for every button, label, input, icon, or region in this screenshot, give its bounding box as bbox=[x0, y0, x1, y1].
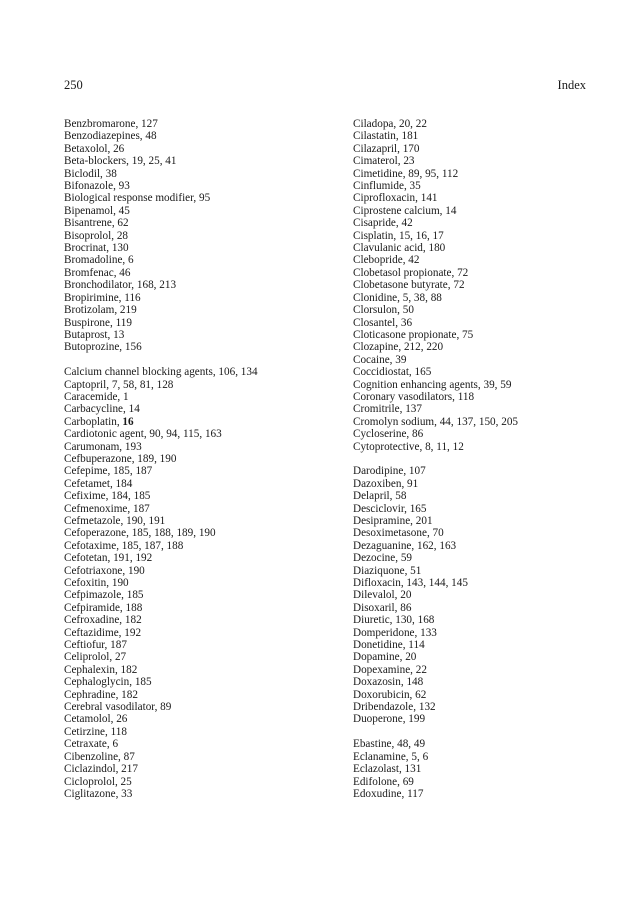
index-entry-text: Darodipine, 107 bbox=[353, 465, 426, 478]
index-entry-text: Cisapride, 42 bbox=[353, 217, 413, 230]
index-entry bbox=[64, 304, 334, 316]
index-entry-text: Biological response modifier, 95 bbox=[64, 192, 211, 205]
index-entry bbox=[64, 441, 334, 453]
index-entry-text: Dezaguanine, 162, 163 bbox=[353, 539, 457, 552]
index-entry bbox=[64, 180, 334, 192]
index-entry bbox=[353, 428, 618, 440]
index-entry bbox=[64, 676, 334, 688]
index-entry-text: Duoperone, 199 bbox=[353, 713, 426, 726]
index-entry-text: Cloticasone propionate, 75 bbox=[353, 328, 474, 341]
index-entry bbox=[353, 292, 618, 304]
index-entry-text: Cetamolol, 26 bbox=[64, 713, 128, 726]
index-entry-text: Edifolone, 69 bbox=[353, 775, 414, 788]
index-entry bbox=[353, 788, 618, 800]
index-entry-text: Benzbromarone, 127 bbox=[64, 118, 158, 130]
index-entry-text: Cytoprotective, 8, 11, 12 bbox=[353, 440, 464, 453]
index-entry bbox=[64, 738, 334, 750]
index-entry-text: Domperidone, 133 bbox=[353, 626, 437, 639]
index-entry bbox=[64, 713, 334, 725]
index-entry bbox=[353, 490, 618, 502]
index-entry-text: Cefixime, 184, 185 bbox=[64, 490, 151, 503]
index-entry-text: Clavulanic acid, 180 bbox=[353, 242, 446, 255]
index-entry bbox=[64, 552, 334, 564]
index-entry bbox=[353, 751, 618, 763]
index-entry-text: Cefotriaxone, 190 bbox=[64, 564, 145, 577]
index-entry bbox=[353, 143, 618, 155]
index-entry bbox=[64, 292, 334, 304]
index-entry-text: Carbacycline, 14 bbox=[64, 403, 140, 416]
index-entry-text: Cilazapril, 170 bbox=[353, 142, 420, 155]
index-entry bbox=[353, 738, 618, 750]
index-entry bbox=[353, 540, 618, 552]
index-entry-text: Cognition enhancing agents, 39, 59 bbox=[353, 378, 512, 391]
index-entry-text: Desoximetasone, 70 bbox=[353, 527, 444, 540]
index-entry bbox=[353, 689, 618, 701]
index-entry-text: Diuretic, 130, 168 bbox=[353, 614, 435, 627]
index-entry-text: Bisoprolol, 28 bbox=[64, 229, 129, 242]
index-entry-text: Caracemide, 1 bbox=[64, 390, 129, 403]
index-entry bbox=[64, 403, 334, 415]
index-entry bbox=[64, 143, 334, 155]
index-entry-text: Cetraxate, 6 bbox=[64, 738, 119, 751]
index-entry bbox=[353, 416, 618, 428]
index-entry-text: Diaziquone, 51 bbox=[353, 564, 422, 577]
index-entry-text: Ciprofloxacin, 141 bbox=[353, 192, 438, 205]
index-entry bbox=[64, 267, 334, 279]
index-entry bbox=[64, 490, 334, 502]
index-entry-text: Ebastine, 48, 49 bbox=[353, 738, 426, 751]
index-entry bbox=[64, 651, 334, 663]
index-entry bbox=[353, 118, 618, 130]
index-entry-text: Dazoxiben, 91 bbox=[353, 477, 419, 490]
index-entry-text: Closantel, 36 bbox=[353, 316, 413, 329]
index-entry-text: Dopamine, 20 bbox=[353, 651, 417, 664]
index-entry-text: Ceftazidime, 192 bbox=[64, 626, 142, 639]
index-entry-text: Celiprolol, 27 bbox=[64, 651, 127, 664]
index-entry-text: Cinflumide, 35 bbox=[353, 180, 421, 193]
index-entry bbox=[353, 230, 618, 242]
index-entry-text: Cilastatin, 181 bbox=[353, 130, 419, 143]
index-entry-text: Delapril, 58 bbox=[353, 490, 407, 503]
index-entry-text: Cefoperazone, 185, 188, 189, 190 bbox=[64, 527, 216, 540]
index-entry-text: Buspirone, 119 bbox=[64, 316, 132, 329]
section-gap bbox=[64, 354, 334, 366]
index-entry-text: Calcium channel blocking agents, 106, 134 bbox=[64, 366, 258, 379]
index-entry bbox=[64, 664, 334, 676]
index-entry-text: Cefmetazole, 190, 191 bbox=[64, 514, 166, 527]
index-entry bbox=[64, 118, 334, 130]
index-entry bbox=[353, 763, 618, 775]
index-entry-text: Cefotetan, 191, 192 bbox=[64, 552, 153, 565]
index-entry bbox=[353, 130, 618, 142]
index-entry bbox=[64, 689, 334, 701]
index-entry bbox=[353, 205, 618, 217]
index-entry bbox=[353, 279, 618, 291]
index-entry-text: Donetidine, 114 bbox=[353, 639, 425, 652]
index-entry bbox=[353, 527, 618, 539]
index-entry bbox=[353, 403, 618, 415]
index-entry bbox=[353, 317, 618, 329]
index-entry bbox=[64, 155, 334, 167]
index-entry bbox=[64, 130, 334, 142]
index-entry bbox=[64, 589, 334, 601]
index-entry-text: Dezocine, 59 bbox=[353, 552, 413, 565]
index-entry bbox=[353, 366, 618, 378]
index-column-left bbox=[64, 118, 334, 800]
index-entry bbox=[353, 192, 618, 204]
index-entry bbox=[353, 217, 618, 229]
index-entry-text: Beta-blockers, 19, 25, 41 bbox=[64, 155, 177, 168]
index-entry-text: Cefoxitin, 190 bbox=[64, 577, 129, 590]
index-entry bbox=[353, 552, 618, 564]
index-entry-text: Desciclovir, 165 bbox=[353, 502, 427, 515]
index-entry-text: Ciladopa, 20, 22 bbox=[353, 118, 427, 130]
index-entry bbox=[353, 614, 618, 626]
index-entry bbox=[353, 713, 618, 725]
index-entry-text: Cocaine, 39 bbox=[353, 353, 407, 366]
index-entry-text: Ciprostene calcium, 14 bbox=[353, 204, 457, 217]
index-entry-text: Cefotaxime, 185, 187, 188 bbox=[64, 539, 184, 552]
index-entry-text: Cephalexin, 182 bbox=[64, 663, 138, 676]
index-entry-text: Brotizolam, 219 bbox=[64, 304, 137, 317]
index-entry bbox=[64, 726, 334, 738]
index-entry bbox=[353, 701, 618, 713]
index-entry bbox=[353, 565, 618, 577]
index-entry-text: Cimaterol, 23 bbox=[353, 155, 415, 168]
index-entry-text: Clorsulon, 50 bbox=[353, 304, 414, 317]
index-entry bbox=[64, 242, 334, 254]
index-entry bbox=[64, 763, 334, 775]
index-entry-text: Desipramine, 201 bbox=[353, 514, 433, 527]
index-entry bbox=[353, 602, 618, 614]
index-entry-text: Coronary vasodilators, 118 bbox=[353, 390, 475, 403]
index-entry bbox=[64, 465, 334, 477]
index-entry-text: Cefmenoxime, 187 bbox=[64, 502, 150, 515]
index-entry bbox=[64, 776, 334, 788]
index-entry-text: Cefpiramide, 188 bbox=[64, 601, 143, 614]
index-entry bbox=[353, 168, 618, 180]
index-entry bbox=[64, 192, 334, 204]
index-entry bbox=[64, 503, 334, 515]
index-entry bbox=[353, 651, 618, 663]
index-entry bbox=[64, 366, 334, 378]
index-entry bbox=[64, 577, 334, 589]
index-entry-text: Bropirimine, 116 bbox=[64, 291, 141, 304]
index-entry-text: Doxazosin, 148 bbox=[353, 676, 424, 689]
index-entry-text: Bronchodilator, 168, 213 bbox=[64, 279, 177, 292]
index-entry bbox=[64, 627, 334, 639]
index-entry-text: Cephradine, 182 bbox=[64, 688, 138, 701]
index-entry bbox=[64, 614, 334, 626]
index-entry-text: Cromolyn sodium, 44, 137, 150, 205 bbox=[353, 415, 519, 428]
index-entry-text: Ciglitazone, 33 bbox=[64, 787, 133, 800]
index-entry-text: Cromitrile, 137 bbox=[353, 403, 422, 416]
index-entry-text: Difloxacin, 143, 144, 145 bbox=[353, 577, 468, 590]
index-entry bbox=[353, 577, 618, 589]
index-entry bbox=[353, 515, 618, 527]
index-entry-text: Doxorubicin, 62 bbox=[353, 688, 427, 701]
index-entry-text: Butoprozine, 156 bbox=[64, 341, 142, 354]
index-entry-text: Cefepime, 185, 187 bbox=[64, 465, 153, 478]
index-entry-text: Cefbuperazone, 189, 190 bbox=[64, 452, 177, 465]
index-entry-text: Ceftiofur, 187 bbox=[64, 639, 127, 652]
index-entry bbox=[64, 639, 334, 651]
index-entry-text: Bifonazole, 93 bbox=[64, 180, 130, 193]
index-entry-text: Cisplatin, 15, 16, 17 bbox=[353, 229, 444, 242]
index-entry bbox=[64, 205, 334, 217]
index-entry-text: Clebopride, 42 bbox=[353, 254, 420, 267]
index-entry-text: Carboplatin, bbox=[64, 415, 123, 428]
index-entry bbox=[64, 391, 334, 403]
index-entry bbox=[353, 341, 618, 353]
index-entry-text: Biclodil, 38 bbox=[64, 167, 117, 180]
index-entry-text: Clobetasol propionate, 72 bbox=[353, 266, 469, 279]
index-entry-bold-page: 16 bbox=[122, 415, 134, 428]
index-entry-text: Carumonam, 193 bbox=[64, 440, 142, 453]
index-entry-text: Cetirzine, 118 bbox=[64, 725, 127, 738]
index-entry bbox=[64, 230, 334, 242]
running-head: Index bbox=[557, 78, 586, 92]
index-entry-text: Eclanamine, 5, 6 bbox=[353, 750, 429, 763]
index-entry bbox=[64, 217, 334, 229]
index-entry-text: Ciclazindol, 217 bbox=[64, 763, 138, 776]
index-entry bbox=[64, 701, 334, 713]
index-entry-text: Brocrinat, 130 bbox=[64, 242, 129, 255]
index-entry-text: Bisantrene, 62 bbox=[64, 217, 129, 230]
index-entry-text: Cerebral vasodilator, 89 bbox=[64, 701, 172, 714]
index-entry bbox=[353, 465, 618, 477]
index-entry-text: Cardiotonic agent, 90, 94, 115, 163 bbox=[64, 428, 222, 441]
index-entry-text: Clobetasone butyrate, 72 bbox=[353, 279, 465, 292]
index-entry-text: Eclazolast, 131 bbox=[353, 763, 422, 776]
index-entry bbox=[353, 267, 618, 279]
index-entry bbox=[64, 329, 334, 341]
index-entry-text: Dilevalol, 20 bbox=[353, 589, 412, 602]
index-entry-text: Cefroxadine, 182 bbox=[64, 614, 142, 627]
index-entry bbox=[64, 527, 334, 539]
index-entry-text: Captopril, 7, 58, 81, 128 bbox=[64, 378, 174, 391]
index-entry-text: Cefetamet, 184 bbox=[64, 477, 133, 490]
index-entry bbox=[64, 751, 334, 763]
index-entry bbox=[64, 168, 334, 180]
page-header bbox=[64, 78, 586, 94]
index-entry-text: Benzodiazepines, 48 bbox=[64, 130, 157, 143]
index-entry-text: Disoxaril, 86 bbox=[353, 601, 412, 614]
index-entry bbox=[353, 155, 618, 167]
index-entry bbox=[353, 354, 618, 366]
index-entry-text: Clozapine, 212, 220 bbox=[353, 341, 444, 354]
index-entry bbox=[353, 589, 618, 601]
index-entry bbox=[353, 254, 618, 266]
index-entry bbox=[353, 503, 618, 515]
index-entry-text: Edoxudine, 117 bbox=[353, 787, 424, 800]
index-entry-text: Coccidiostat, 165 bbox=[353, 366, 432, 379]
index-entry-text: Bromfenac, 46 bbox=[64, 266, 131, 279]
index-column-right bbox=[353, 118, 618, 800]
index-entry-text: Cicloprolol, 25 bbox=[64, 775, 132, 788]
index-entry-text: Bipenamol, 45 bbox=[64, 204, 130, 217]
index-entry bbox=[64, 540, 334, 552]
index-entry-text: Butaprost, 13 bbox=[64, 328, 125, 341]
index-entry-text: Cephaloglycin, 185 bbox=[64, 676, 152, 689]
index-entry-text: Dribendazole, 132 bbox=[353, 701, 436, 714]
index-entry bbox=[64, 416, 334, 428]
index-entry bbox=[353, 329, 618, 341]
index-entry bbox=[353, 391, 618, 403]
index-entry bbox=[353, 776, 618, 788]
index-entry bbox=[64, 379, 334, 391]
index-entry bbox=[64, 478, 334, 490]
index-entry bbox=[353, 478, 618, 490]
index-entry bbox=[353, 627, 618, 639]
index-entry bbox=[64, 515, 334, 527]
index-entry bbox=[64, 341, 334, 353]
index-entry bbox=[64, 453, 334, 465]
index-entry bbox=[64, 317, 334, 329]
index-entry-text: Cycloserine, 86 bbox=[353, 428, 424, 441]
index-entry bbox=[353, 304, 618, 316]
index-entry bbox=[64, 279, 334, 291]
index-entry bbox=[353, 639, 618, 651]
index-entry bbox=[64, 254, 334, 266]
index-entry-text: Cibenzoline, 87 bbox=[64, 750, 135, 763]
index-entry bbox=[353, 441, 618, 453]
index-entry-text: Cimetidine, 89, 95, 112 bbox=[353, 167, 459, 180]
index-entry-text: Clonidine, 5, 38, 88 bbox=[353, 291, 442, 304]
index-entry bbox=[64, 788, 334, 800]
section-gap bbox=[353, 726, 618, 738]
index-entry-text: Bromadoline, 6 bbox=[64, 254, 134, 267]
page-number: 250 bbox=[64, 78, 83, 92]
index-entry-text: Betaxolol, 26 bbox=[64, 142, 125, 155]
index-entry bbox=[353, 664, 618, 676]
index-entry bbox=[64, 565, 334, 577]
section-gap bbox=[353, 453, 618, 465]
index-entry bbox=[353, 242, 618, 254]
index-entry bbox=[353, 180, 618, 192]
index-entry bbox=[64, 428, 334, 440]
index-entry bbox=[353, 379, 618, 391]
index-entry-text: Dopexamine, 22 bbox=[353, 663, 427, 676]
index-entry-text: Cefpimazole, 185 bbox=[64, 589, 144, 602]
index-entry bbox=[353, 676, 618, 688]
index-entry bbox=[64, 602, 334, 614]
